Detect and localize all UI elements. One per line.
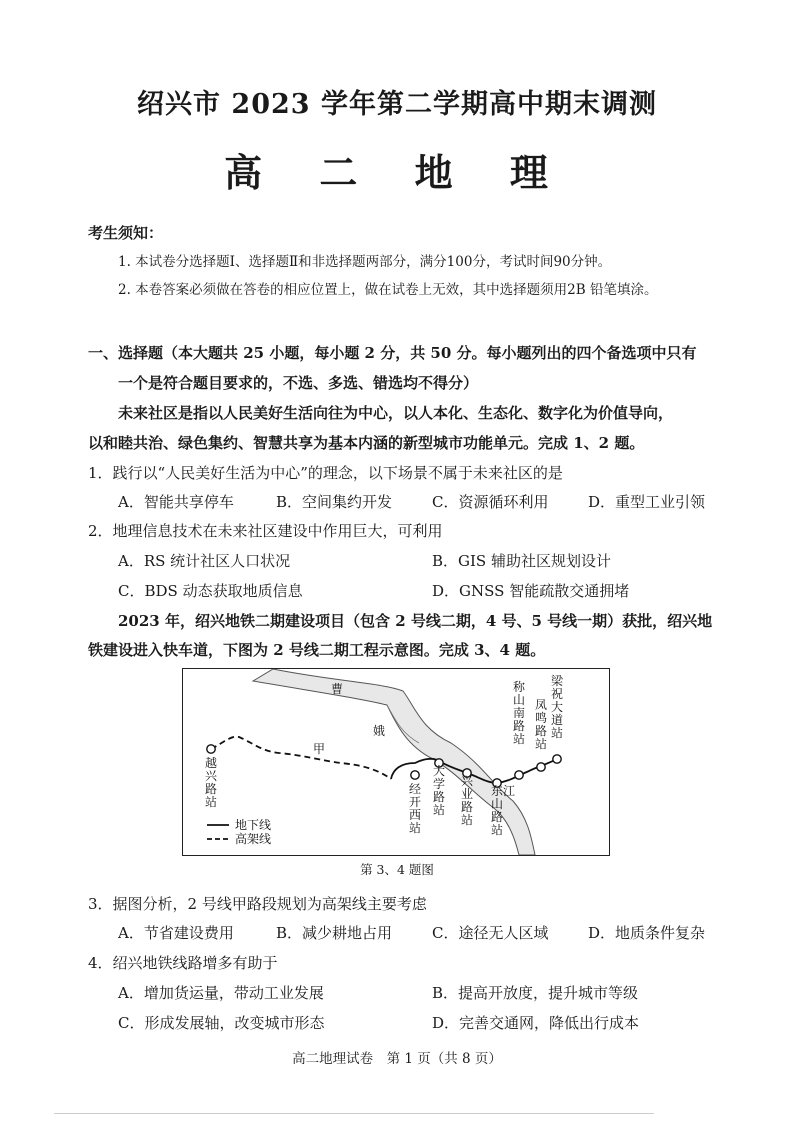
question-2-stem: 2．地理信息技术在未来社区建设中作用巨大，可利用: [88, 522, 443, 540]
station-label-0: 越兴路站: [204, 756, 218, 809]
page-footer: 高二地理试卷 第 1 页（共 8 页）: [292, 1051, 502, 1067]
metro-line-map: [182, 668, 610, 856]
question-1-stem: 1．践行以“人民美好生活为中心”的理念，以下场景不属于未来社区的是: [88, 464, 563, 482]
q1-option-d: D．重型工业引领: [588, 493, 706, 511]
q3-option-d: D．地质条件复杂: [588, 924, 706, 942]
legend-elevated-text: 高架线: [235, 832, 272, 846]
station-label-2: 大学路站: [432, 764, 446, 817]
station-label-5: 称山南路站: [512, 680, 526, 746]
q4-option-d: D．完善交通网，降低出行成本: [432, 1014, 640, 1032]
q3-option-b: B．减少耕地占用: [276, 924, 393, 942]
passage2-line1: 2023 年，绍兴地铁二期建设项目（包含 2 号线二期，4 号、5 号线一期）获批，绍兴地: [118, 612, 713, 630]
q2-option-c: C．BDS 动态获取地质信息: [118, 582, 303, 600]
notice-heading: 考生须知：: [88, 224, 164, 242]
q2-option-a: A．RS 统计社区人口状况: [118, 552, 291, 570]
question-4-stem: 4．绍兴地铁线路增多有助于: [88, 954, 278, 972]
section-heading-line1: 一、选择题（本大题共 25 小题，每小题 2 分，共 50 分。每小题列出的四个备选项中只有: [88, 344, 697, 362]
station-label-3: 兴业路站: [460, 774, 474, 827]
river-char-1: 娥: [373, 724, 386, 738]
station-label-7: 梁祝大道站: [550, 674, 564, 740]
station-label-4: 东山路站: [490, 784, 504, 837]
q1-option-b: B．空间集约开发: [276, 493, 393, 511]
figure-caption: 第 3、4 题图: [360, 862, 434, 877]
passage2-line2: 铁建设进入快车道，下图为 2 号线二期工程示意图。完成 3、4 题。: [88, 641, 546, 659]
segment-jia-label: 甲: [313, 742, 326, 756]
bottom-rule: [54, 1113, 654, 1114]
station-label-1: 经开西站: [408, 782, 422, 835]
subject-title: 高 二 地 理: [224, 150, 570, 195]
q2-option-b: B．GIS 辅助社区规划设计: [432, 552, 611, 570]
station-label-6: 凤鸣路站: [534, 698, 548, 751]
river-char-0: 曹: [331, 682, 344, 696]
q3-option-c: C．途径无人区域: [432, 924, 549, 942]
notice-item-2: 2. 本卷答案必须做在答卷的相应位置上，做在试卷上无效，其中选择题须用2B 铅笔填涂。: [118, 282, 658, 298]
question-3-stem: 3．据图分析，2 号线甲路段规划为高架线主要考虑: [88, 895, 427, 913]
q2-option-d: D．GNSS 智能疏散交通拥堵: [432, 582, 630, 600]
legend-underground-text: 地下线: [235, 818, 272, 832]
q1-option-c: C．资源循环利用: [432, 493, 549, 511]
section-heading-line2: 一个是符合题目要求的，不选、多选、错选均不得分）: [118, 374, 479, 392]
q1-option-a: A．智能共享停车: [118, 493, 234, 511]
passage1-line2: 以和睦共治、绿色集约、智慧共享为基本内涵的新型城市功能单元。完成 1、2 题。: [88, 434, 645, 452]
passage1-line1: 未来社区是指以人民美好生活向往为中心，以人本化、生态化、数字化为价值导向，: [118, 404, 674, 422]
exam-title: 绍兴市 2023 学年第二学期高中期末调测: [137, 89, 657, 120]
q3-option-a: A．节省建设费用: [118, 924, 234, 942]
q4-option-b: B．提高开放度，提升城市等级: [432, 984, 639, 1002]
river-char-2: 江: [503, 784, 516, 798]
q4-option-c: C．形成发展轴，改变城市形态: [118, 1014, 325, 1032]
q4-option-a: A．增加货运量，带动工业发展: [118, 984, 324, 1002]
notice-item-1: 1. 本试卷分选择题Ⅰ、选择题Ⅱ和非选择题两部分，满分100分，考试时间90分钟。: [118, 254, 612, 270]
